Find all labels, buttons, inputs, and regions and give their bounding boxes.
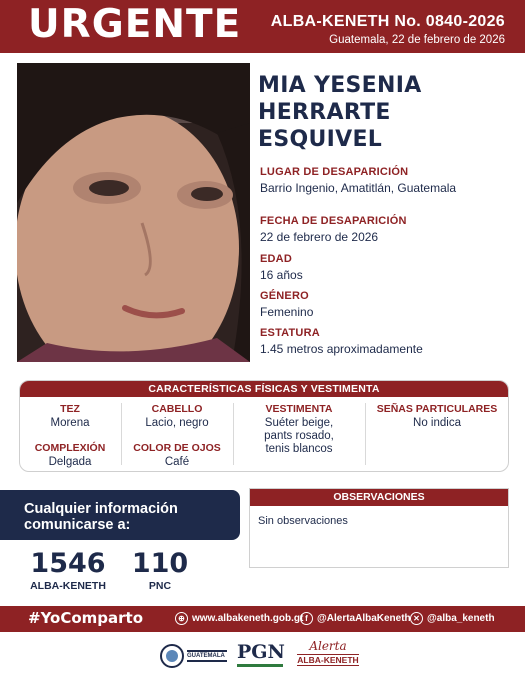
field-label: LUGAR DE DESAPARICIÓN	[260, 166, 409, 178]
person-name	[258, 72, 508, 153]
marks-column	[366, 403, 508, 430]
x-link[interactable]	[410, 612, 495, 625]
alerta-text: Alerta	[309, 639, 347, 653]
field-place	[260, 166, 456, 195]
name-line: MIA YESENIA	[258, 73, 422, 98]
field-value: Barrio Ingenio, Amatitlán, Guatemala	[260, 181, 457, 195]
alert-location-date: Guatemala, 22 de febrero de 2026	[329, 34, 505, 46]
phone-pnc[interactable]	[130, 548, 190, 592]
field-label: ESTATURA	[260, 327, 320, 339]
header-banner	[0, 0, 525, 53]
name-line: HERRARTE	[258, 100, 391, 125]
clothing-column	[234, 403, 364, 456]
char-value: Lacio, negro	[145, 417, 209, 429]
char-value: Morena	[50, 417, 90, 429]
phone-alba-keneth[interactable]	[28, 548, 108, 592]
phone-number: 1546	[30, 548, 106, 579]
field-gender	[260, 290, 313, 319]
char-value: Café	[164, 456, 190, 468]
pgn-underline	[237, 664, 283, 667]
pgn-logo	[237, 640, 287, 667]
field-value: 16 años	[260, 268, 303, 282]
pgn-text: PGN	[237, 641, 285, 663]
char-value: Suéter beige,	[264, 417, 334, 429]
alerta-logo	[297, 640, 359, 666]
char-value: pants rosado,	[264, 430, 334, 442]
x-icon: ✕	[410, 612, 423, 625]
website-text: www.albakeneth.gob.gt	[192, 613, 304, 624]
alba-keneth-text: ALBA-KENETH	[297, 655, 359, 665]
field-value: 1.45 metros aproximadamente	[260, 342, 423, 356]
institution-logos	[0, 638, 525, 674]
characteristics-title: CARACTERÍSTICAS FÍSICAS Y VESTIMENTA	[20, 381, 508, 397]
facebook-icon: f	[300, 612, 313, 625]
observations-panel	[249, 488, 509, 568]
guatemala-text: GUATEMALA	[187, 653, 225, 659]
field-label: FECHA DE DESAPARICIÓN	[260, 215, 407, 227]
footer-banner	[0, 606, 525, 632]
missing-person-photo	[17, 63, 250, 362]
phone-label: ALBA-KENETH	[30, 580, 106, 592]
char-label: VESTIMENTA	[265, 403, 333, 415]
field-value: Femenino	[260, 305, 314, 319]
contact-heading	[0, 490, 240, 540]
char-value: tenis blancos	[265, 443, 333, 455]
field-label: EDAD	[260, 253, 292, 265]
field-value: 22 de febrero de 2026	[260, 230, 379, 244]
website-link[interactable]	[175, 612, 303, 625]
urgent-label: URGENTE	[28, 2, 242, 47]
guatemala-logo	[160, 640, 230, 677]
contact-heading-line: comunicarse a:	[24, 517, 131, 533]
hashtag: #YoComparto	[28, 609, 144, 627]
characteristics-panel	[19, 380, 509, 472]
char-value: No indica	[413, 417, 461, 429]
alert-number: ALBA-KENETH No. 0840-2026	[270, 13, 505, 30]
contact-heading-line: Cualquier información	[24, 501, 178, 517]
char-label: COMPLEXIÓN	[34, 442, 106, 454]
field-label: GÉNERO	[260, 290, 309, 302]
facebook-text: @AlertaAlbaKeneth	[317, 613, 411, 624]
name-line: ESQUIVEL	[258, 127, 383, 152]
char-label: CABELLO	[151, 403, 203, 415]
char-label: SEÑAS PARTICULARES	[376, 403, 498, 415]
char-label: COLOR DE OJOS	[133, 442, 221, 454]
char-label: TEZ	[60, 403, 80, 415]
field-height	[260, 327, 423, 356]
observations-title: OBSERVACIONES	[250, 489, 508, 506]
field-date	[260, 215, 407, 244]
char-value: Delgada	[48, 456, 92, 468]
phone-number: 110	[131, 548, 189, 579]
phone-label: PNC	[148, 580, 172, 592]
field-age	[260, 253, 303, 282]
facebook-link[interactable]	[300, 612, 411, 625]
globe-icon: ⊕	[175, 612, 188, 625]
hair-column	[122, 403, 232, 469]
portrait-illustration	[17, 63, 250, 362]
observations-text: Sin observaciones	[258, 515, 348, 527]
tez-column	[20, 403, 120, 469]
x-text: @alba_keneth	[427, 613, 495, 624]
